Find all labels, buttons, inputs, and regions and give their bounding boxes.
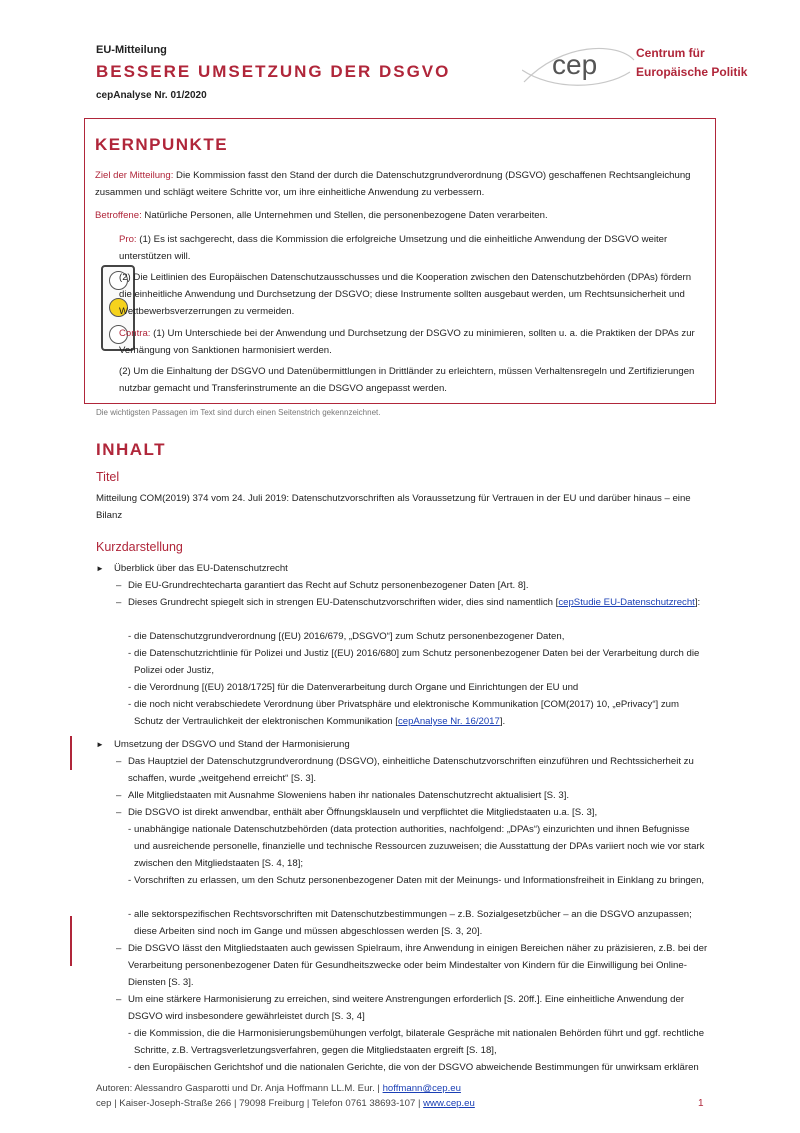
s2-item-e: Um eine stärkere Harmonisierung zu erreichen, sind weitere Anstrengungen erforderlich [S. 20ff.]. Eine einheitliche Anwendung der DSGVO wird insbesondere gewährleistet durch [S. 3, 4] — [128, 994, 685, 1022]
doc-title: BESSERE UMSETZUNG DER DSGVO — [96, 62, 451, 81]
cepstudie-link[interactable]: cepStudie EU-Datenschutzrecht — [558, 597, 695, 608]
importance-marker — [70, 736, 72, 770]
address-text: cep | Kaiser-Joseph-Straße 266 | 79098 Freiburg | Telefon 0761 38693-107 | — [96, 1098, 424, 1109]
logo-text — [636, 44, 747, 82]
s2-sub-3: alle sektorspezifischen Rechtsvorschriften mit Datenschutzbestimmungen – z.B. Sozialgesetzbücher – an die DSGVO anzupassen; diese Arbeiten sind noch im Gange und müssen abgeschlossen werden [S. 3, 20]. — [134, 909, 692, 937]
kurzdarstellung-heading: Kurzdarstellung — [96, 540, 183, 554]
ziel-paragraph — [95, 167, 705, 201]
contra-1-text: (1) Um Unterschiede bei der Anwendung und Durchsetzung der DSGVO zu minimieren, sollten u. a. die Praktiken der DPAs zur Verhängung von Sanktionen harmonisiert werden. — [119, 328, 695, 356]
ziel-text: Die Kommission fasst den Stand der durch die Datenschutzgrundverordnung (DSGVO) geschaffenen Rechtsangleichung zusammen und schlägt weitere Schritte vor, um ihre einheitliche Anwendung zu verbessern. — [95, 170, 691, 198]
s2-sub-5: den Europäischen Gerichtshof und die nationalen Gerichte, die von der DSGVO abweichende Bestimmungen für unwirksam erklären — [134, 1062, 699, 1073]
kernpunkte-box — [84, 118, 716, 404]
logo-line-1: Centrum für — [636, 46, 705, 60]
page-number: 1 — [698, 1098, 704, 1109]
section-1-heading: Überblick über das EU-Datenschutzrecht — [114, 563, 288, 574]
s2-item-a: Das Hauptziel der Datenschutzgrundverordnung (DSGVO), einheitliche Datenschutzvorschriften einzuführen und Rechtssicherheit zu schaffen, wurde „weitgehend erreicht“ [S. 3]. — [128, 756, 694, 784]
contra-label: Contra: — [119, 328, 151, 339]
list-item: - den Europäischen Gerichtshof und die nationalen Gerichte, die von der DSGVO abweichende Bestimmungen für unwirksam erklären — [128, 1059, 708, 1076]
website-link[interactable]: www.cep.eu — [423, 1098, 475, 1109]
importance-marker — [70, 916, 72, 966]
kernpunkte-footnote: Die wichtigsten Passagen im Text sind durch einen Seitenstrich gekennzeichnet. — [96, 408, 381, 417]
email-link[interactable]: hoffmann@cep.eu — [382, 1083, 461, 1094]
doc-number: cepAnalyse Nr. 01/2020 — [96, 90, 207, 101]
contra-2: (2) Um die Einhaltung der DSGVO und Datenübermittlungen in Drittländer zu erleichtern, müssen Verhaltensregeln und Zertifizierungen nutzbar gemacht und Transferinstrumente an die DSGVO angepasst werden. — [119, 366, 695, 394]
kernpunkte-title: KERNPUNKTE — [95, 135, 229, 154]
inhalt-title: INHALT — [96, 440, 167, 459]
titel-text: Mitteilung COM(2019) 374 vom 24. Juli 2019: Datenschutzvorschriften als Voraussetzung für Vertrauen in der EU und darüber hinaus – eine Bilanz — [96, 493, 691, 521]
s1-sub-1: die Datenschutzgrundverordnung [(EU) 2016/679, „DSGVO“] zum Schutz personenbezogener Daten, — [134, 631, 565, 642]
pro-1 — [119, 231, 705, 265]
cepanalyse-link[interactable]: cepAnalyse Nr. 16/2017 — [397, 716, 500, 727]
triangle-bullet-icon: ► — [96, 564, 104, 573]
s2-item-b: Alle Mitgliedstaaten mit Ausnahme Sloweniens haben ihr nationales Datenschutzrecht aktualisiert [S. 3]. — [128, 790, 570, 801]
footer-address — [96, 1098, 475, 1109]
s1-item-b — [128, 594, 708, 611]
betroffene-label: Betroffene: — [95, 210, 142, 221]
s2-sub-4: die Kommission, die die Harmonisierungsbemühungen verfolgt, bilaterale Gespräche mit nationalen Behörden führt und ggf. rechtliche Schritte, z.B. Vertragsverletzungsverfahren, gegen die Mitgliedstaaten ergreift [S. 18], — [134, 1028, 705, 1056]
triangle-bullet-icon: ► — [96, 740, 104, 749]
logo-line-2: Europäische Politik — [636, 65, 748, 79]
s1-sub-4 — [134, 696, 708, 730]
s1-item-a: Die EU-Grundrechtecharta garantiert das Recht auf Schutz personenbezogener Daten [Art. 8]. — [128, 580, 529, 591]
s1-b-pre: Dieses Grundrecht spiegelt sich in strengen EU-Datenschutzvorschriften wider, dies sind namentlich [ — [128, 597, 559, 608]
authors-text: Autoren: Alessandro Gasparotti und Dr. Anja Hoffmann LL.M. Eur. | — [96, 1083, 383, 1094]
doc-type: EU-Mitteilung — [96, 44, 167, 56]
pro-2: (2) Die Leitlinien des Europäischen Datenschutzausschusses und die Kooperation zwischen den Datenschutzbehörden (DPAs) fördern die einheitliche Anwendung und Durchsetzung der DSGVO; diese Instrumente sollten ausgebaut werden, um Rechtsunsicherheit und Wettbewerbsverzerrungen zu vermeiden. — [119, 272, 692, 317]
contra-1 — [119, 325, 705, 359]
pro-1-text: (1) Es ist sachgerecht, dass die Kommission die erfolgreiche Umsetzung und die einheitliche Anwendung der DSGVO weiter unterstützen will. — [119, 234, 668, 262]
s1-b-post: ]: — [694, 597, 701, 608]
titel-heading: Titel — [96, 470, 120, 484]
betroffene-text: Natürliche Personen, alle Unternehmen und Stellen, die personenbezogene Daten verarbeiten. — [141, 210, 548, 221]
betroffene-paragraph — [95, 207, 705, 224]
document-page: EU-Mitteilung BESSERE UMSETZUNG DER DSGVO cepAnalyse Nr. 01/2020 cep Centrum für Europäische Politik KERNPUNKTE Ziel der Mitteilung: Die Kommission fasst den Stand der durch die Datenschutzgrundverordnung (DSGVO) geschaffenen Rechtsangleichung zusammen und schlägt weitere Schritte vor, um ihre einheitliche Anwendung zu verbessern. Betroffene: Natürliche Personen, alle Unternehmen und Stellen, die personenbezogene Daten verarbeiten. Pro: (1) Es ist sachgerecht, dass die Kommission die erfolgreiche Umsetzung und die einheitliche Anwendung der DSGVO weiter unterstützen will. (2) Die Leitlinien des Europäischen Datenschutzausschusses und die Kooperation zwischen den Datenschutzbehörden (DPAs) fördern die einheitliche Anwendung und Durchsetzung der DSGVO; diese Instrumente sollten ausgebaut werden, um Rechtsunsicherheit und Wettbewerbsverzerrungen zu vermeiden. Contra: (1) Um Unterschiede bei der Anwendung und Durchsetzung der DSGVO zu minimieren, sollten u. a. die Praktiken der DPAs zur Verhängung von Sanktionen harmonisiert werden. (2) Um die Einhaltung der DSGVO und Datenübermittlungen in Drittländer zu erleichtern, müssen Verhaltensregeln und Zertifizierungen nutzbar gemacht und Transferinstrumente an die DSGVO angepasst werden. Die wichtigsten Passagen im Text sind durch einen Seitenstrich gekennzeichnet. INHALT Titel Mitteilung COM(2019) 374 vom 24. Juli 2019: Datenschutzvorschriften als Voraussetzung für Vertrauen in der EU und darüber hinaus – eine Bilanz Kurzdarstellung ► Überblick über das EU-Datenschutzrecht – Die EU-Grundrechtecharta garantiert das Recht auf Schutz personenbezogener Daten [Art. 8]. – Dieses Grundrecht spiegelt sich in strengen EU-Datenschutzvorschriften wider, dies sind namentlich [cepStudie EU-Datenschutzrecht]: - die Datenschutzgrundverordnung [(EU) 2016/679, „DSGVO“] zum Schutz personenbezogener Daten, - die Datenschutzrichtlinie für Polizei und Justiz [(EU) 2016/680] zum Schutz personenbezogener Daten bei der Verarbeitung durch die Polizei oder Justiz, - die Verordnung [(EU) 2018/1725] für die Datenverarbeitung durch Organe und Einrichtungen der EU und - die noch nicht verabschiedete Verordnung über Privatsphäre und elektronische Kommunikation [COM(2017) 10, „ePrivacy“] zum Schutz der Vertraulichkeit der elektronischen Kommunikation [cepAnalyse Nr. 16/2017]. ► Umsetzung der DSGVO und Stand der Harmonisierung – Das Hauptziel der Datenschutzgrundverordnung (DSGVO), einheitliche Datenschutzvorschriften einzuführen und Rechtssicherheit zu schaffen, wurde „weitgehend erreicht“ [S. 3]. – Alle Mitgliedstaaten mit Ausnahme Sloweniens haben ihr nationales Datenschutzrecht aktualisiert [S. 3]. – Die DSGVO ist direkt anwendbar, enthält aber Öffnungsklauseln und verpflichtet die Mitgliedstaaten u.a. [S. 3], - unabhängige nationale Datenschutzbehörden (data protection authorities, nachfolgend: „DPAs“) einzurichten und ihnen Befugnisse und ausreichende personelle, finanzielle und technische Ressourcen zuzuweisen; die Ausstattung der DPAs variiert noch wie vor stark zwischen den Mitgliedstaaten [S. 4, 18]; - Vorschriften zu erlassen, um den Schutz personenbezogener Daten mit der Meinungs- und Informationsfreiheit in Einklang zu bringen, - alle sektorspezifischen Rechtsvorschriften mit Datenschutzbestimmungen – z.B. Sozialgesetzbücher – an die DSGVO anzupassen; diese Arbeiten sind noch im Gange und müssen abgeschlossen werden [S. 3, 20]. – Die DSGVO lässt den Mitgliedstaaten auch gewissen Spielraum, ihre Anwendung in einigen Bereichen näher zu präzisieren, z.B. bei der Verarbeitung personenbezogener Daten für Gesundheitszwecke oder beim Mindestalter von Kindern für die Einwilligung bei Online-Diensten [S. 3]. – Um eine stärkere Harmonisierung zu erreichen, sind weitere Anstrengungen erforderlich [S. 20ff.]. Eine einheitliche Anwendung der DSGVO wird insbesondere gewährleistet durch [S. 3, 4] - die Kommission, die die Harmonisierungsbemühungen verfolgt, bilaterale Gespräche mit nationalen Behörden führt und ggf. rechtliche Schritte, z.B. Vertragsverletzungsverfahren, gegen die Mitgliedstaaten ergreift [S. 18], - den Europäischen Gerichtshof und die nationalen Gerichte, die von der DSGVO abweichende Bestimmungen für unwirksam erklären Autoren: Alessandro Gasparotti und Dr. Anja Hoffmann LL.M. Eur. | hoffmann@cep.eu cep | Kaiser-Joseph-Straße 266 | 79098 Freiburg | Telefon 0761 38693-107 | www.cep.eu 1 — [0, 0, 800, 1133]
s2-item-d: Die DSGVO lässt den Mitgliedstaaten auch gewissen Spielraum, ihre Anwendung in einigen Bereichen näher zu präzisieren, z.B. bei der Verarbeitung personenbezogener Daten für Gesundheitszwecke oder beim Mindestalter von Kindern für die Einwilligung bei Online-Diensten [S. 3]. — [128, 943, 708, 988]
s1-sub-3: die Verordnung [(EU) 2018/1725] für die Datenverarbeitung durch Organe und Einrichtungen der EU und — [134, 682, 579, 693]
s1-sub-2: die Datenschutzrichtlinie für Polizei und Justiz [(EU) 2016/680] zum Schutz personenbezogener Daten bei der Verarbeitung durch die Polizei oder Justiz, — [134, 648, 700, 676]
pro-label: Pro: — [119, 234, 137, 245]
ziel-label: Ziel der Mitteilung: — [95, 170, 174, 181]
section-2-heading: Umsetzung der DSGVO und Stand der Harmonisierung — [114, 739, 350, 750]
s1-sub-4-pre: die noch nicht verabschiedete Verordnung über Privatsphäre und elektronische Kommunikation [COM(2017) 10, „ePrivacy“] zum Schutz der Vertraulichkeit der elektronischen Kommunikation [ — [134, 699, 679, 727]
footer-authors — [96, 1083, 461, 1094]
s1-sub-4-post: ]. — [499, 716, 506, 727]
logo-word: cep — [552, 49, 598, 80]
s2-item-c: Die DSGVO ist direkt anwendbar, enthält aber Öffnungsklauseln und verpflichtet die Mitgliedstaaten u.a. [S. 3], — [128, 807, 598, 818]
s2-sub-2: Vorschriften zu erlassen, um den Schutz personenbezogener Daten mit der Meinungs- und Informationsfreiheit in Einklang zu bringen, — [134, 875, 705, 886]
s2-sub-1: unabhängige nationale Datenschutzbehörden (data protection authorities, nachfolgend: „DPAs“) einzurichten und ihnen Befugnisse und ausreichende personelle, finanzielle und technische Ressourcen zuzuweisen; die Ausstattung der DPAs variiert noch wie vor stark zwischen den Mitgliedstaaten [S. 4, 18]; — [134, 824, 705, 869]
